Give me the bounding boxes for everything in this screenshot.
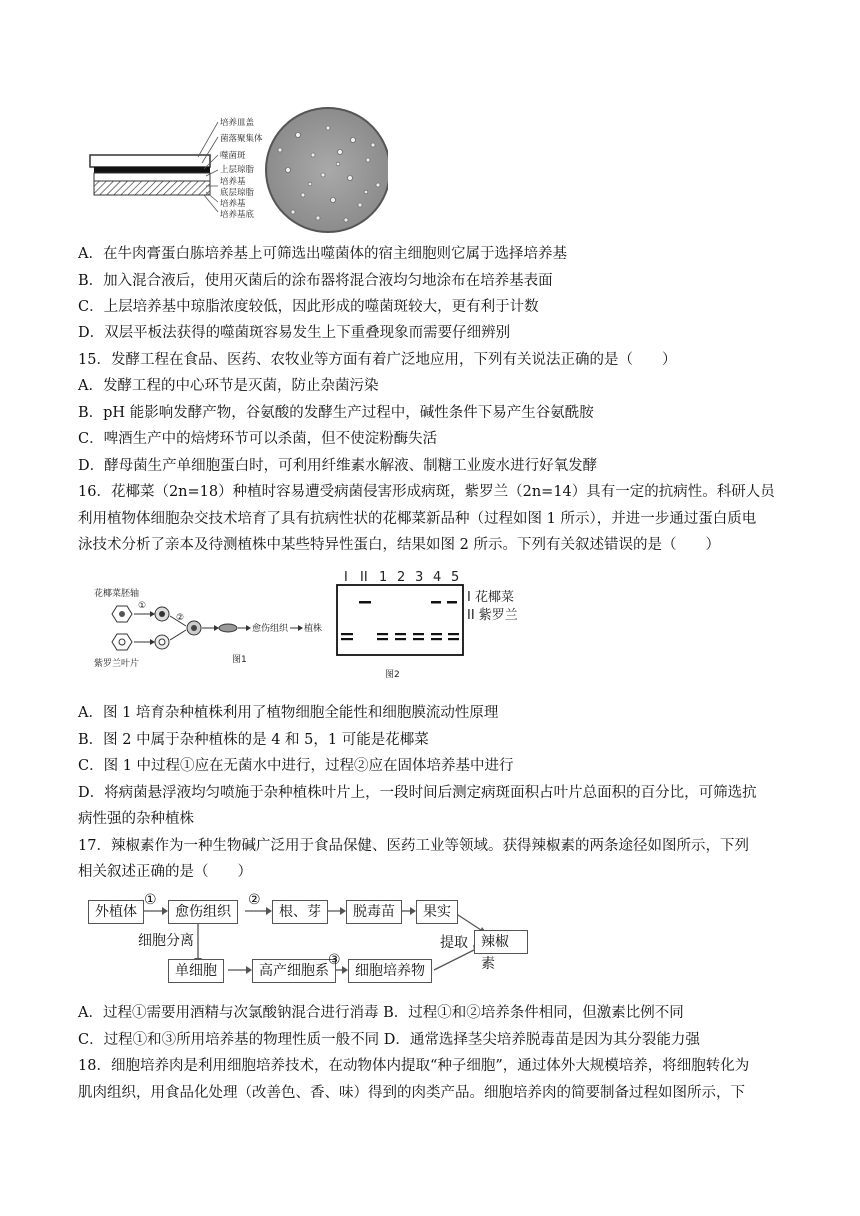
q16-option-c: C．图 1 中过程①应在无菌水中进行，过程②应在固体培养基中进行 — [78, 758, 514, 774]
label-medium-1: 培养基 — [220, 177, 246, 187]
flow-root-bud: 根、芽 — [272, 900, 328, 924]
q16-stem-1: 16．花椰菜（2n=18）种植时容易遭受病菌侵害形成病斑，紫罗兰（2n=14）具有一定的抗病性。科研人员 — [78, 484, 775, 500]
fig1-plant-label: 植株 — [304, 624, 322, 634]
q18-line-1: 18．细胞培养肉是利用细胞培养技术，在动物体内提取“种子细胞”，通过体外大规模培养，将细胞转化为 — [78, 1058, 750, 1074]
figure-2 — [335, 567, 535, 685]
flow-capsaicin: 辣椒素 — [474, 930, 528, 954]
label-base: 培养基底 — [220, 210, 255, 220]
label-plaque: 噬菌斑 — [220, 151, 246, 161]
figure-1-diagram — [92, 584, 322, 672]
label-top-agar: 上层琼脂 — [220, 165, 255, 175]
q17-stem-1: 17．辣椒素作为一种生物碱广泛用于食品保健、医药工业等领域。获得辣椒素的两条途径如图所示，下列 — [78, 838, 749, 854]
q16-option-b: B．图 2 中属于杂种植株的是 4 和 5，1 可能是花椰菜 — [78, 732, 429, 748]
lane-4: 4 — [433, 570, 442, 585]
legend-cauliflower: I 花椰菜 — [467, 590, 514, 605]
fig2-caption: 图2 — [385, 670, 400, 680]
q16-option-d-1: D．将病菌悬浮液均匀喷施于杂种植株叶片上，一段时间后测定病斑面积占叶片总面积的百分比，可筛选抗 — [78, 785, 757, 801]
flow-callus: 愈伤组织 — [168, 900, 238, 924]
flow-virus-free: 脱毒苗 — [346, 900, 402, 924]
lane-ii: II — [360, 570, 368, 585]
lane-5: 5 — [451, 570, 460, 585]
q16-option-a: A．图 1 培育杂种植株利用了植物细胞全能性和细胞膜流动性原理 — [78, 705, 499, 721]
band-5-upper — [447, 601, 457, 604]
lane-1: 1 — [379, 570, 388, 585]
q14-option-c: C．上层培养基中琼脂浓度较低，因此形成的噬菌斑较大，更有利于计数 — [78, 299, 539, 315]
flow-separation: 细胞分离 — [138, 933, 194, 949]
q15-stem: 15．发酵工程在食品、医药、农牧业等方面有着广泛地应用，下列有关说法正确的是（ ） — [78, 352, 677, 368]
plate-diagram — [88, 100, 388, 240]
lane-i: I — [344, 570, 348, 585]
q15-option-b: B．pH 能影响发酵产物，谷氨酸的发酵生产过程中，碱性条件下易产生谷氨酰胺 — [78, 405, 594, 421]
plate-figure — [88, 100, 388, 240]
q14-option-b: B．加入混合液后，使用灭菌后的涂布器将混合液均匀地涂布在培养基表面 — [78, 273, 553, 289]
flow-step1: ① — [144, 892, 157, 908]
q18-line-2: 肌肉组织，用食品化处理（改善色、香、味）得到的肉类产品。细胞培养肉的简要制备过程如图所示，下 — [78, 1085, 745, 1101]
flow-step2: ② — [248, 892, 261, 908]
fig1-leaf-label: 紫罗兰叶片 — [94, 659, 140, 669]
q17-options-ab: A．过程①需要用酒精与次氯酸钠混合进行消毒 B．过程①和②培养条件相同，但激素比例不同 — [78, 1005, 684, 1021]
q17-options-cd: C．过程①和③所用培养基的物理性质一般不同 D．通常选择茎尖培养脱毒苗是因为其分裂能力强 — [78, 1032, 700, 1048]
q15-option-c: C．啤酒生产中的焙烤环节可以杀菌，但不使淀粉酶失活 — [78, 431, 438, 447]
q16-option-d-2: 病性强的杂种植株 — [78, 811, 194, 827]
label-bottom-agar: 底层琼脂 — [220, 188, 255, 198]
flow-cell-culture: 细胞培养物 — [348, 959, 432, 983]
q15-option-a: A．发酵工程的中心环节是灭菌，防止杂菌污染 — [78, 378, 379, 394]
flow-high-yield: 高产细胞系 — [252, 959, 336, 983]
fig1-caption: 图1 — [232, 655, 247, 665]
flow-single-cell: 单细胞 — [168, 959, 224, 983]
fig1-hypocotyl-label: 花椰菜胚轴 — [94, 589, 140, 599]
figure-1 — [92, 584, 322, 672]
label-colony: 菌落聚集体 — [220, 134, 263, 144]
lane-2: 2 — [397, 570, 406, 585]
label-medium-2: 培养基 — [220, 199, 246, 209]
fig1-step1: ① — [138, 601, 147, 611]
q16-stem-2: 利用植物体细胞杂交技术培育了具有抗病性状的花椰菜新品种（过程如图 1 所示），并进一步通过蛋白质电 — [78, 511, 757, 527]
q14-option-d: D．双层平板法获得的噬菌斑容易发生上下重叠现象而需要仔细辨别 — [78, 325, 511, 341]
flow-explant: 外植体 — [88, 900, 144, 924]
band-4-upper — [431, 601, 441, 604]
flow-step3: ③ — [328, 952, 341, 968]
capsaicin-flow — [88, 894, 528, 988]
fig1-callus-label: 愈伤组织 — [252, 624, 289, 634]
band-ii-upper — [359, 601, 371, 604]
flow-extract: 提取 — [440, 935, 468, 951]
label-lid: 培养皿盖 — [220, 118, 255, 128]
legend-violet: II 紫罗兰 — [467, 608, 518, 623]
q14-option-a: A．在牛肉膏蛋白胨培养基上可筛选出噬菌体的宿主细胞则它属于选择培养基 — [78, 246, 567, 262]
flow-fruit: 果实 — [416, 900, 458, 924]
q17-stem-2: 相关叙述正确的是（ ） — [78, 864, 252, 880]
q16-stem-3: 泳技术分析了亲本及待测植株中某些特异性蛋白，结果如图 2 所示。下列有关叙述错误的是（ ） — [78, 537, 720, 553]
fig1-step2: ② — [176, 613, 185, 623]
q15-option-d: D．酵母菌生产单细胞蛋白时，可利用纤维素水解液、制糖工业废水进行好氧发酵 — [78, 458, 598, 474]
figure-2-diagram — [335, 567, 535, 685]
lane-3: 3 — [415, 570, 424, 585]
